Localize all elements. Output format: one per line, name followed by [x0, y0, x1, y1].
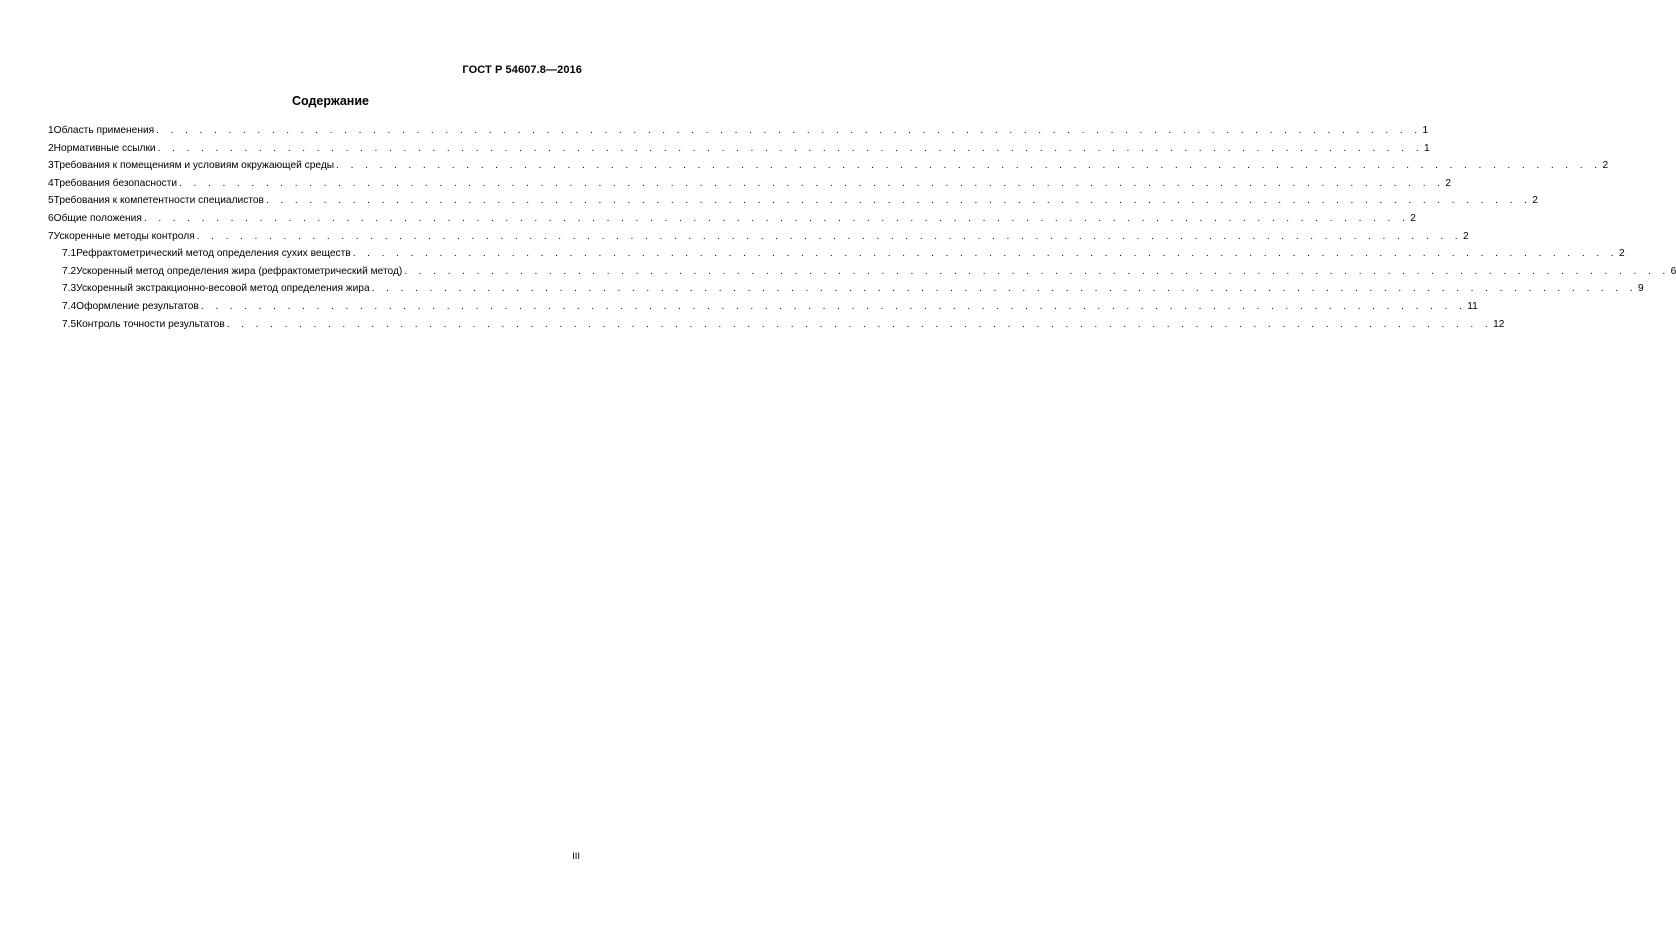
toc-dot-leader: . . . . . . . . . . . . . . . . . . . . . . . . . . . . . . . . . . . . . . . . . . . . . . . . . . . . . . . . . . . . . . . . . . . . . . . . . . . . . . . . . . . . . . . .	[336, 160, 1602, 172]
toc-entry-page: 2	[1532, 195, 1538, 207]
toc-entry-number: 4	[48, 177, 54, 189]
toc-entry-7[interactable]	[48, 230, 1469, 249]
toc-entry-page: 2	[1619, 248, 1625, 260]
toc-entry-7-5[interactable]	[48, 318, 1505, 337]
toc-entry-number: 7.2	[62, 265, 77, 277]
toc-entry-6[interactable]	[48, 212, 1416, 231]
toc-entry-2[interactable]	[48, 142, 1430, 161]
toc-dot-leader: . . . . . . . . . . . . . . . . . . . . . . . . . . . . . . . . . . . . . . . . . . . . . . . . . . . . . . . . . . . . . . . . . . . . . . . . . . . . . . . . . . . . . . . .	[196, 230, 1463, 242]
toc-entry-number: 7	[48, 230, 54, 242]
toc-entry-page: 9	[1637, 283, 1644, 295]
toc-entry-label: Требования к помещениям и условиям окружающей среды	[53, 160, 335, 172]
toc-entry-number: 6	[48, 212, 54, 224]
toc-entry-1[interactable]	[48, 125, 1429, 143]
toc-entry-label: Ускоренные методы контроля	[53, 230, 195, 242]
document-code: ГОСТ Р 54607.8—2016	[462, 64, 582, 76]
toc-entry-page: 11	[1467, 300, 1478, 312]
toc-entry-3[interactable]	[48, 160, 1609, 178]
toc-entry-page: 1	[1423, 142, 1430, 154]
toc-entry-label: Общие положения	[53, 212, 142, 224]
toc-entry-number: 5	[48, 195, 54, 207]
toc-entry-label: Рефрактометрический метод определения сухих веществ	[76, 248, 351, 260]
toc-entry-4[interactable]	[48, 177, 1452, 196]
toc-entry-number: 7.1	[62, 248, 77, 260]
toc-title: Содержание	[291, 94, 369, 108]
toc-entry-page: 2	[1410, 212, 1416, 224]
toc-entry-number: 7.3	[62, 283, 77, 295]
toc-dot-leader: . . . . . . . . . . . . . . . . . . . . . . . . . . . . . . . . . . . . . . . . . . . . . . . . . . . . . . . . . . . . . . . . . . . . . . . . . . . . . . . . . . . . . . . .	[352, 248, 1619, 260]
toc-entry-7-1[interactable]	[48, 248, 1625, 266]
toc-entry-number: 1	[48, 125, 54, 136]
toc-entry-page: 1	[1422, 125, 1429, 136]
toc-entry-page: 6	[1670, 265, 1676, 277]
toc-entry-label: Ускоренный экстракционно-весовой метод определения жира	[76, 283, 370, 295]
toc-entry-page: 2	[1602, 160, 1609, 172]
toc-dot-leader: . . . . . . . . . . . . . . . . . . . . . . . . . . . . . . . . . . . . . . . . . . . . . . . . . . . . . . . . . . . . . . . . . . . . . . . . . . . . . . . . . . . . . . . .	[404, 265, 1670, 277]
toc-entry-label: Оформление результатов	[76, 300, 199, 312]
toc-entry-label: Контроль точности результатов	[76, 318, 225, 330]
toc-dot-leader: . . . . . . . . . . . . . . . . . . . . . . . . . . . . . . . . . . . . . . . . . . . . . . . . . . . . . . . . . . . . . . . . . . . . . . . . . . . . . . . . . . . . . . . .	[265, 195, 1532, 207]
toc-dot-leader: . . . . . . . . . . . . . . . . . . . . . . . . . . . . . . . . . . . . . . . . . . . . . . . . . . . . . . . . . . . . . . . . . . . . . . . . . . . . . . . . . . . . . . . .	[157, 142, 1423, 154]
toc-entry-5[interactable]	[48, 195, 1538, 213]
toc-entry-label: Ускоренный метод определения жира (рефрактометрический метод)	[76, 265, 403, 277]
toc-entry-number: 7.4	[62, 300, 77, 312]
toc-entry-number: 7.5	[62, 318, 77, 330]
toc-entry-7-3[interactable]	[48, 283, 1644, 301]
toc-dot-leader: . . . . . . . . . . . . . . . . . . . . . . . . . . . . . . . . . . . . . . . . . . . . . . . . . . . . . . . . . . . . . . . . . . . . . . . . . . . . . . . . . . . . . . . .	[143, 212, 1410, 224]
toc-entry-label: Область применения	[53, 125, 155, 136]
toc-entry-label: Требования безопасности	[53, 177, 178, 189]
toc-dot-leader: . . . . . . . . . . . . . . . . . . . . . . . . . . . . . . . . . . . . . . . . . . . . . . . . . . . . . . . . . . . . . . . . . . . . . . . . . . . . . . . . . . . . . . . .	[200, 300, 1467, 312]
table-of-contents	[48, 125, 1676, 336]
toc-entry-number: 2	[48, 142, 54, 154]
toc-entry-7-2[interactable]	[48, 265, 1676, 284]
toc-dot-leader: . . . . . . . . . . . . . . . . . . . . . . . . . . . . . . . . . . . . . . . . . . . . . . . . . . . . . . . . . . . . . . . . . . . . . . . . . . . . . . . . . . . . . . . .	[371, 283, 1637, 295]
page-number: III	[572, 851, 580, 862]
toc-entry-label: Нормативные ссылки	[53, 142, 156, 154]
toc-dot-leader: . . . . . . . . . . . . . . . . . . . . . . . . . . . . . . . . . . . . . . . . . . . . . . . . . . . . . . . . . . . . . . . . . . . . . . . . . . . . . . . . . . . . . . . .	[226, 318, 1493, 330]
toc-entry-number: 3	[48, 160, 54, 172]
toc-dot-leader: . . . . . . . . . . . . . . . . . . . . . . . . . . . . . . . . . . . . . . . . . . . . . . . . . . . . . . . . . . . . . . . . . . . . . . . . . . . . . . . . . . . . . . . .	[179, 177, 1445, 189]
toc-entry-page: 2	[1463, 230, 1469, 242]
toc-entry-page: 2	[1445, 177, 1452, 189]
toc-entry-page: 12	[1493, 318, 1505, 330]
toc-entry-label: Требования к компетентности специалистов	[53, 195, 264, 207]
toc-entry-7-4[interactable]	[48, 300, 1478, 319]
toc-dot-leader: . . . . . . . . . . . . . . . . . . . . . . . . . . . . . . . . . . . . . . . . . . . . . . . . . . . . . . . . . . . . . . . . . . . . . . . . . . . . . . . . . . . . . . . .	[156, 125, 1422, 136]
